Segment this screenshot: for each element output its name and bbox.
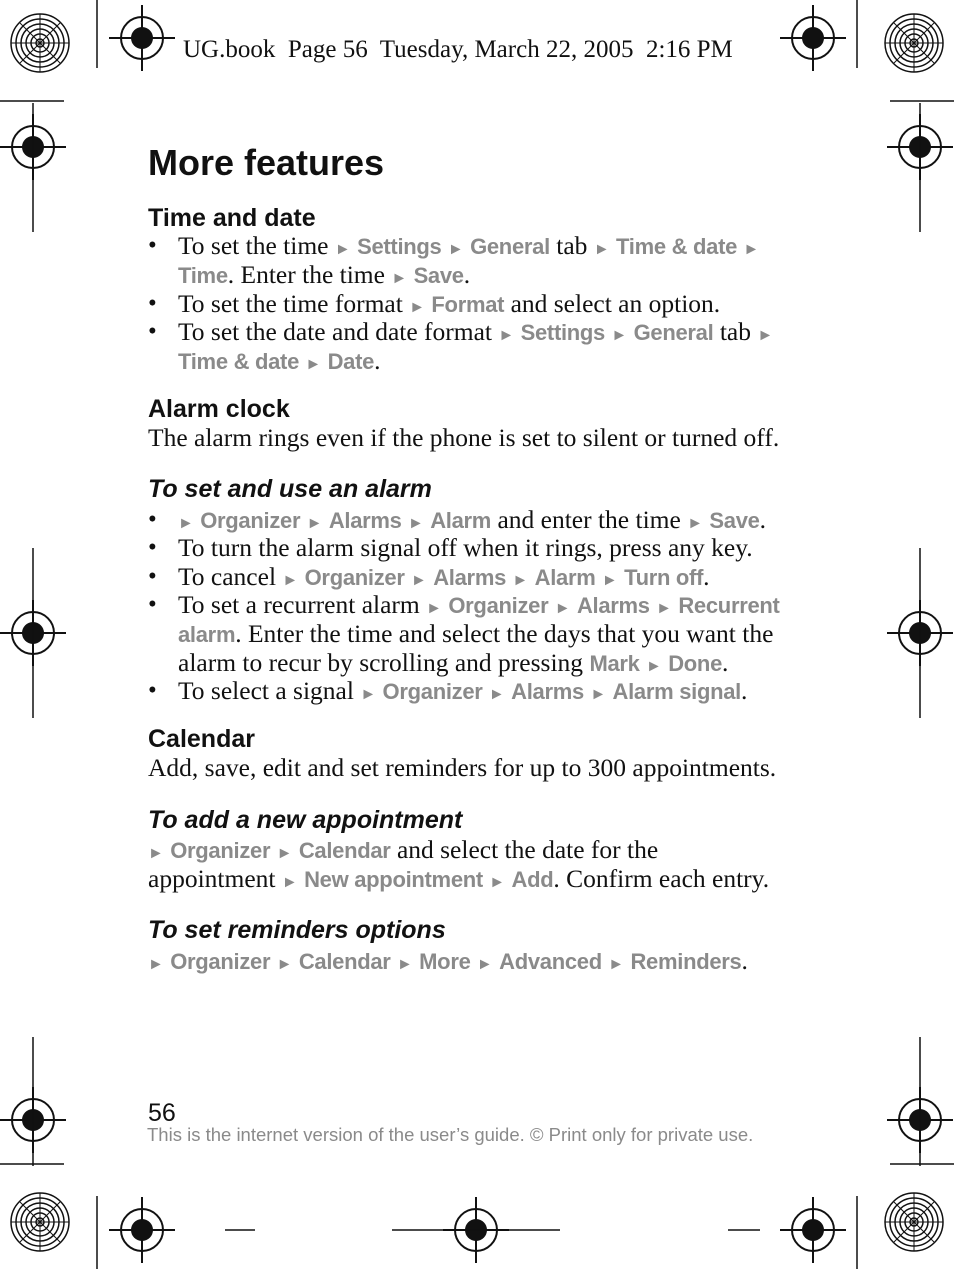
menu-item: Save (413, 263, 464, 288)
arrow-icon: ► (276, 956, 293, 973)
arrow-icon: ► (396, 956, 413, 973)
registration-mark (780, 5, 846, 71)
menu-item: Settings (357, 234, 442, 259)
menu-item: Format (431, 292, 505, 317)
menu-item: General (470, 234, 550, 259)
list-item: To turn the alarm signal off when it rings, press any key. (178, 533, 753, 562)
arrow-icon: ► (476, 956, 493, 973)
subheading-add-appointment: To add a new appointment (148, 806, 463, 834)
menu-item: Settings (520, 320, 605, 345)
list-item-continued: Time. Enter the time ► Save. (178, 260, 471, 289)
arrow-icon: ► (489, 874, 506, 891)
menu-item: Time (178, 263, 228, 288)
bullet: • (148, 677, 157, 704)
paragraph: Add, save, edit and set reminders for up to 300 appointments. (148, 753, 777, 782)
arrow-icon: ► (276, 845, 293, 862)
arrow-icon: ► (757, 327, 774, 344)
menu-item: Done (668, 651, 723, 676)
arrow-icon: ► (306, 515, 323, 532)
menu-item: More (419, 949, 471, 974)
menu-item: Alarms (576, 593, 650, 618)
paragraph: The alarm rings even if the phone is set to silent or turned off. (148, 423, 780, 452)
arrow-icon: ► (608, 956, 625, 973)
menu-item: Alarm signal (612, 679, 741, 704)
paragraph: ► Organizer ► Calendar and select the date for the (148, 835, 659, 864)
menu-item: Alarm (534, 565, 596, 590)
page-number: 56 (148, 1099, 176, 1127)
list-item-continued: alarm to recur by scrolling and pressing Mark ► Done. (178, 648, 729, 677)
arrow-icon: ► (656, 600, 672, 617)
list-item: To set the time format ► Format and select an option. (178, 289, 721, 318)
arrow-icon: ► (426, 600, 442, 617)
arrow-icon: ► (178, 515, 194, 532)
starburst-mark (11, 1193, 69, 1251)
bullet: • (148, 232, 157, 259)
section-heading-calendar: Calendar (148, 725, 255, 753)
bullet: • (148, 506, 157, 533)
starburst-mark (11, 14, 69, 72)
arrow-icon: ► (498, 327, 515, 344)
arrow-icon: ► (409, 299, 426, 316)
menu-item: Add (511, 867, 554, 892)
arrow-icon: ► (590, 686, 607, 703)
arrow-icon: ► (391, 270, 408, 287)
list-item: To set the time ► Settings ► General tab ► Time & date ► (178, 231, 760, 260)
list-item: To cancel ► Organizer ► Alarms ► Alarm ► Turn off. (178, 562, 710, 591)
arrow-icon: ► (743, 241, 760, 258)
list-item: To set the date and date format ► Settings ► General tab ► (178, 317, 774, 346)
menu-item: Alarms (433, 565, 507, 590)
bullet: • (148, 318, 157, 345)
arrow-icon: ► (305, 356, 322, 373)
registration-mark (780, 1197, 846, 1263)
arrow-icon: ► (148, 845, 164, 862)
arrow-icon: ► (411, 572, 427, 589)
menu-item: Time & date (616, 234, 738, 259)
print-slug: UG.book Page 56 Tuesday, March 22, 2005 2:16 PM (183, 36, 733, 63)
bullet: • (148, 591, 157, 618)
arrow-icon: ► (447, 241, 464, 258)
menu-item: Advanced (499, 949, 602, 974)
list-item: To select a signal ► Organizer ► Alarms ► Alarm signal. (178, 676, 748, 705)
section-heading-alarm-clock: Alarm clock (148, 395, 290, 423)
starburst-mark (885, 14, 943, 72)
menu-item: Alarms (328, 508, 402, 533)
menu-item: Alarm (430, 508, 492, 533)
bullet: • (148, 290, 157, 317)
arrow-icon: ► (407, 515, 424, 532)
paragraph: ► Organizer ► Calendar ► More ► Advanced ► Reminders. (148, 946, 748, 975)
registration-mark (109, 5, 175, 71)
list-item: To set a recurrent alarm ► Organizer ► Alarms ► Recurrent (178, 590, 780, 619)
registration-mark (109, 1197, 175, 1263)
arrow-icon: ► (611, 327, 628, 344)
arrow-icon: ► (512, 572, 529, 589)
menu-item: Date (327, 349, 375, 374)
menu-item: Recurrent (678, 593, 780, 618)
menu-item: Turn off (624, 565, 704, 590)
menu-item: Alarms (511, 679, 584, 704)
footer-note: This is the internet version of the user’s guide. © Print only for private use. (147, 1124, 754, 1145)
menu-item: Save (709, 508, 760, 533)
paragraph-continued: appointment ► New appointment ► Add. Confirm each entry. (148, 864, 770, 893)
menu-item: Calendar (298, 838, 391, 863)
menu-item: Organizer (200, 508, 301, 533)
menu-item: Organizer (170, 949, 271, 974)
menu-item: Calendar (298, 949, 391, 974)
subheading-set-alarm: To set and use an alarm (148, 475, 432, 503)
menu-item: New appointment (304, 867, 483, 892)
bullet: • (148, 563, 157, 590)
arrow-icon: ► (645, 658, 662, 675)
menu-item: alarm (178, 622, 236, 647)
page-title: More features (148, 142, 385, 183)
arrow-icon: ► (148, 956, 164, 973)
menu-item: General (633, 320, 714, 345)
menu-item: Organizer (304, 565, 405, 590)
arrow-icon: ► (488, 686, 505, 703)
menu-item: Reminders (630, 949, 742, 974)
arrow-icon: ► (281, 874, 298, 891)
arrow-icon: ► (282, 572, 299, 589)
list-item-continued: Time & date ► Date. (178, 346, 381, 375)
arrow-icon: ► (601, 572, 618, 589)
subheading-reminders-options: To set reminders options (148, 916, 446, 944)
list-item: ► Organizer ► Alarms ► Alarm and enter the time ► Save. (178, 505, 766, 534)
menu-item: Organizer (382, 679, 483, 704)
arrow-icon: ► (334, 241, 351, 258)
menu-item: Organizer (170, 838, 271, 863)
starburst-mark (885, 1193, 943, 1251)
section-heading-time-and-date: Time and date (148, 204, 316, 232)
arrow-icon: ► (593, 241, 610, 258)
list-item-continued: alarm. Enter the time and select the days that you want the (178, 619, 774, 648)
menu-item: Mark (589, 651, 640, 676)
menu-item: Organizer (448, 593, 549, 618)
arrow-icon: ► (360, 686, 377, 703)
bullet: • (148, 534, 157, 561)
menu-item: Time & date (178, 349, 299, 374)
arrow-icon: ► (554, 600, 571, 617)
arrow-icon: ► (687, 515, 704, 532)
